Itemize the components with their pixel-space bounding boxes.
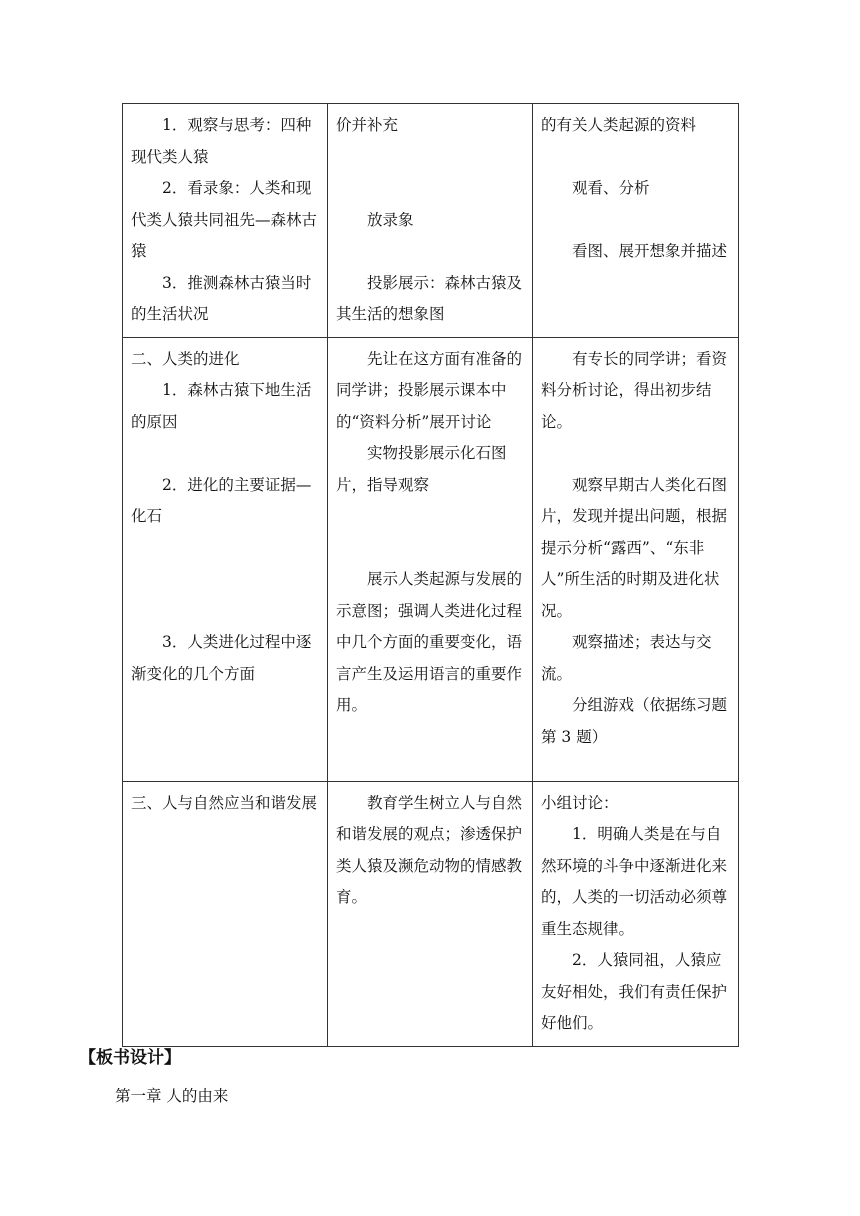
teacher-cell xyxy=(328,337,533,781)
section-heading: 【板书设计】 xyxy=(79,1048,181,1068)
cell-text: 3．人类进化过程中逐渐变化的几个方面 xyxy=(131,633,312,683)
cell-text: 观看、分析 xyxy=(572,179,650,197)
cell-text: 分组游戏（依据练习题第 3 题） xyxy=(541,696,728,746)
cell-text: 1．森林古猿下地生活的原因 xyxy=(131,381,312,431)
cell-text: 先让在这方面有准备的同学讲；投影展示课本中的“资料分析”展开讨论 xyxy=(336,349,523,431)
teacher-cell xyxy=(328,104,533,338)
cell-text: 实物投影展示化石图片，指导观察 xyxy=(336,444,507,494)
content-cell xyxy=(123,337,328,781)
student-cell xyxy=(533,337,739,781)
cell-text: 观察描述；表达与交流。 xyxy=(541,633,712,683)
chapter-title: 第一章 人的由来 xyxy=(115,1087,229,1105)
cell-text: 有专长的同学讲；看资料分析讨论，得出初步结论。 xyxy=(541,349,728,431)
cell-text: 放录象 xyxy=(367,210,414,229)
cell-text: 价并补充 xyxy=(336,116,399,134)
cell-text: 3．推测森林古猿当时的生活状况 xyxy=(131,273,312,323)
cell-text: 2．人猿同祖，人猿应友好相处，我们有责任保护好他们。 xyxy=(541,951,728,1032)
student-cell xyxy=(533,104,739,338)
content-cell xyxy=(123,104,328,338)
cell-text: 观察早期古人类化石图片，发现并提出问题，根据提示分析“露西”、“东非人”所生活的时期及进化状况。 xyxy=(541,475,728,620)
cell-text: 二、人类的进化 xyxy=(131,349,240,368)
lesson-plan-table xyxy=(122,103,739,1047)
teacher-cell xyxy=(328,781,533,1046)
cell-text: 1．明确人类是在与自然环境的斗争中逐渐进化来的，人类的一切活动必须尊重生态规律。 xyxy=(541,825,728,938)
table-row xyxy=(123,104,739,338)
cell-text: 看图、展开想象并描述 xyxy=(572,242,728,260)
cell-text: 教育学生树立人与自然和谐发展的观点；渗透保护类人猿及濒危动物的情感教育。 xyxy=(336,793,523,906)
cell-text: 的有关人类起源的资料 xyxy=(541,116,697,134)
cell-text: 2．看录象：人类和现代类人猿共同祖先—森林古猿 xyxy=(131,179,318,260)
cell-text: 2．进化的主要证据—化石 xyxy=(131,475,312,525)
table-row xyxy=(123,781,739,1046)
cell-text: 展示人类起源与发展的示意图；强调人类进化过程中几个方面的重要变化，语言产生及运用语言的重要作用。 xyxy=(336,570,523,714)
cell-text: 1．观察与思考：四种现代类人猿 xyxy=(131,116,312,166)
cell-text: 三、人与自然应当和谐发展 xyxy=(131,793,318,812)
content-cell xyxy=(123,781,328,1046)
cell-text: 投影展示：森林古猿及其生活的想象图 xyxy=(336,273,523,323)
cell-text: 小组讨论： xyxy=(541,793,619,812)
table-row xyxy=(123,337,739,781)
student-cell xyxy=(533,781,739,1046)
